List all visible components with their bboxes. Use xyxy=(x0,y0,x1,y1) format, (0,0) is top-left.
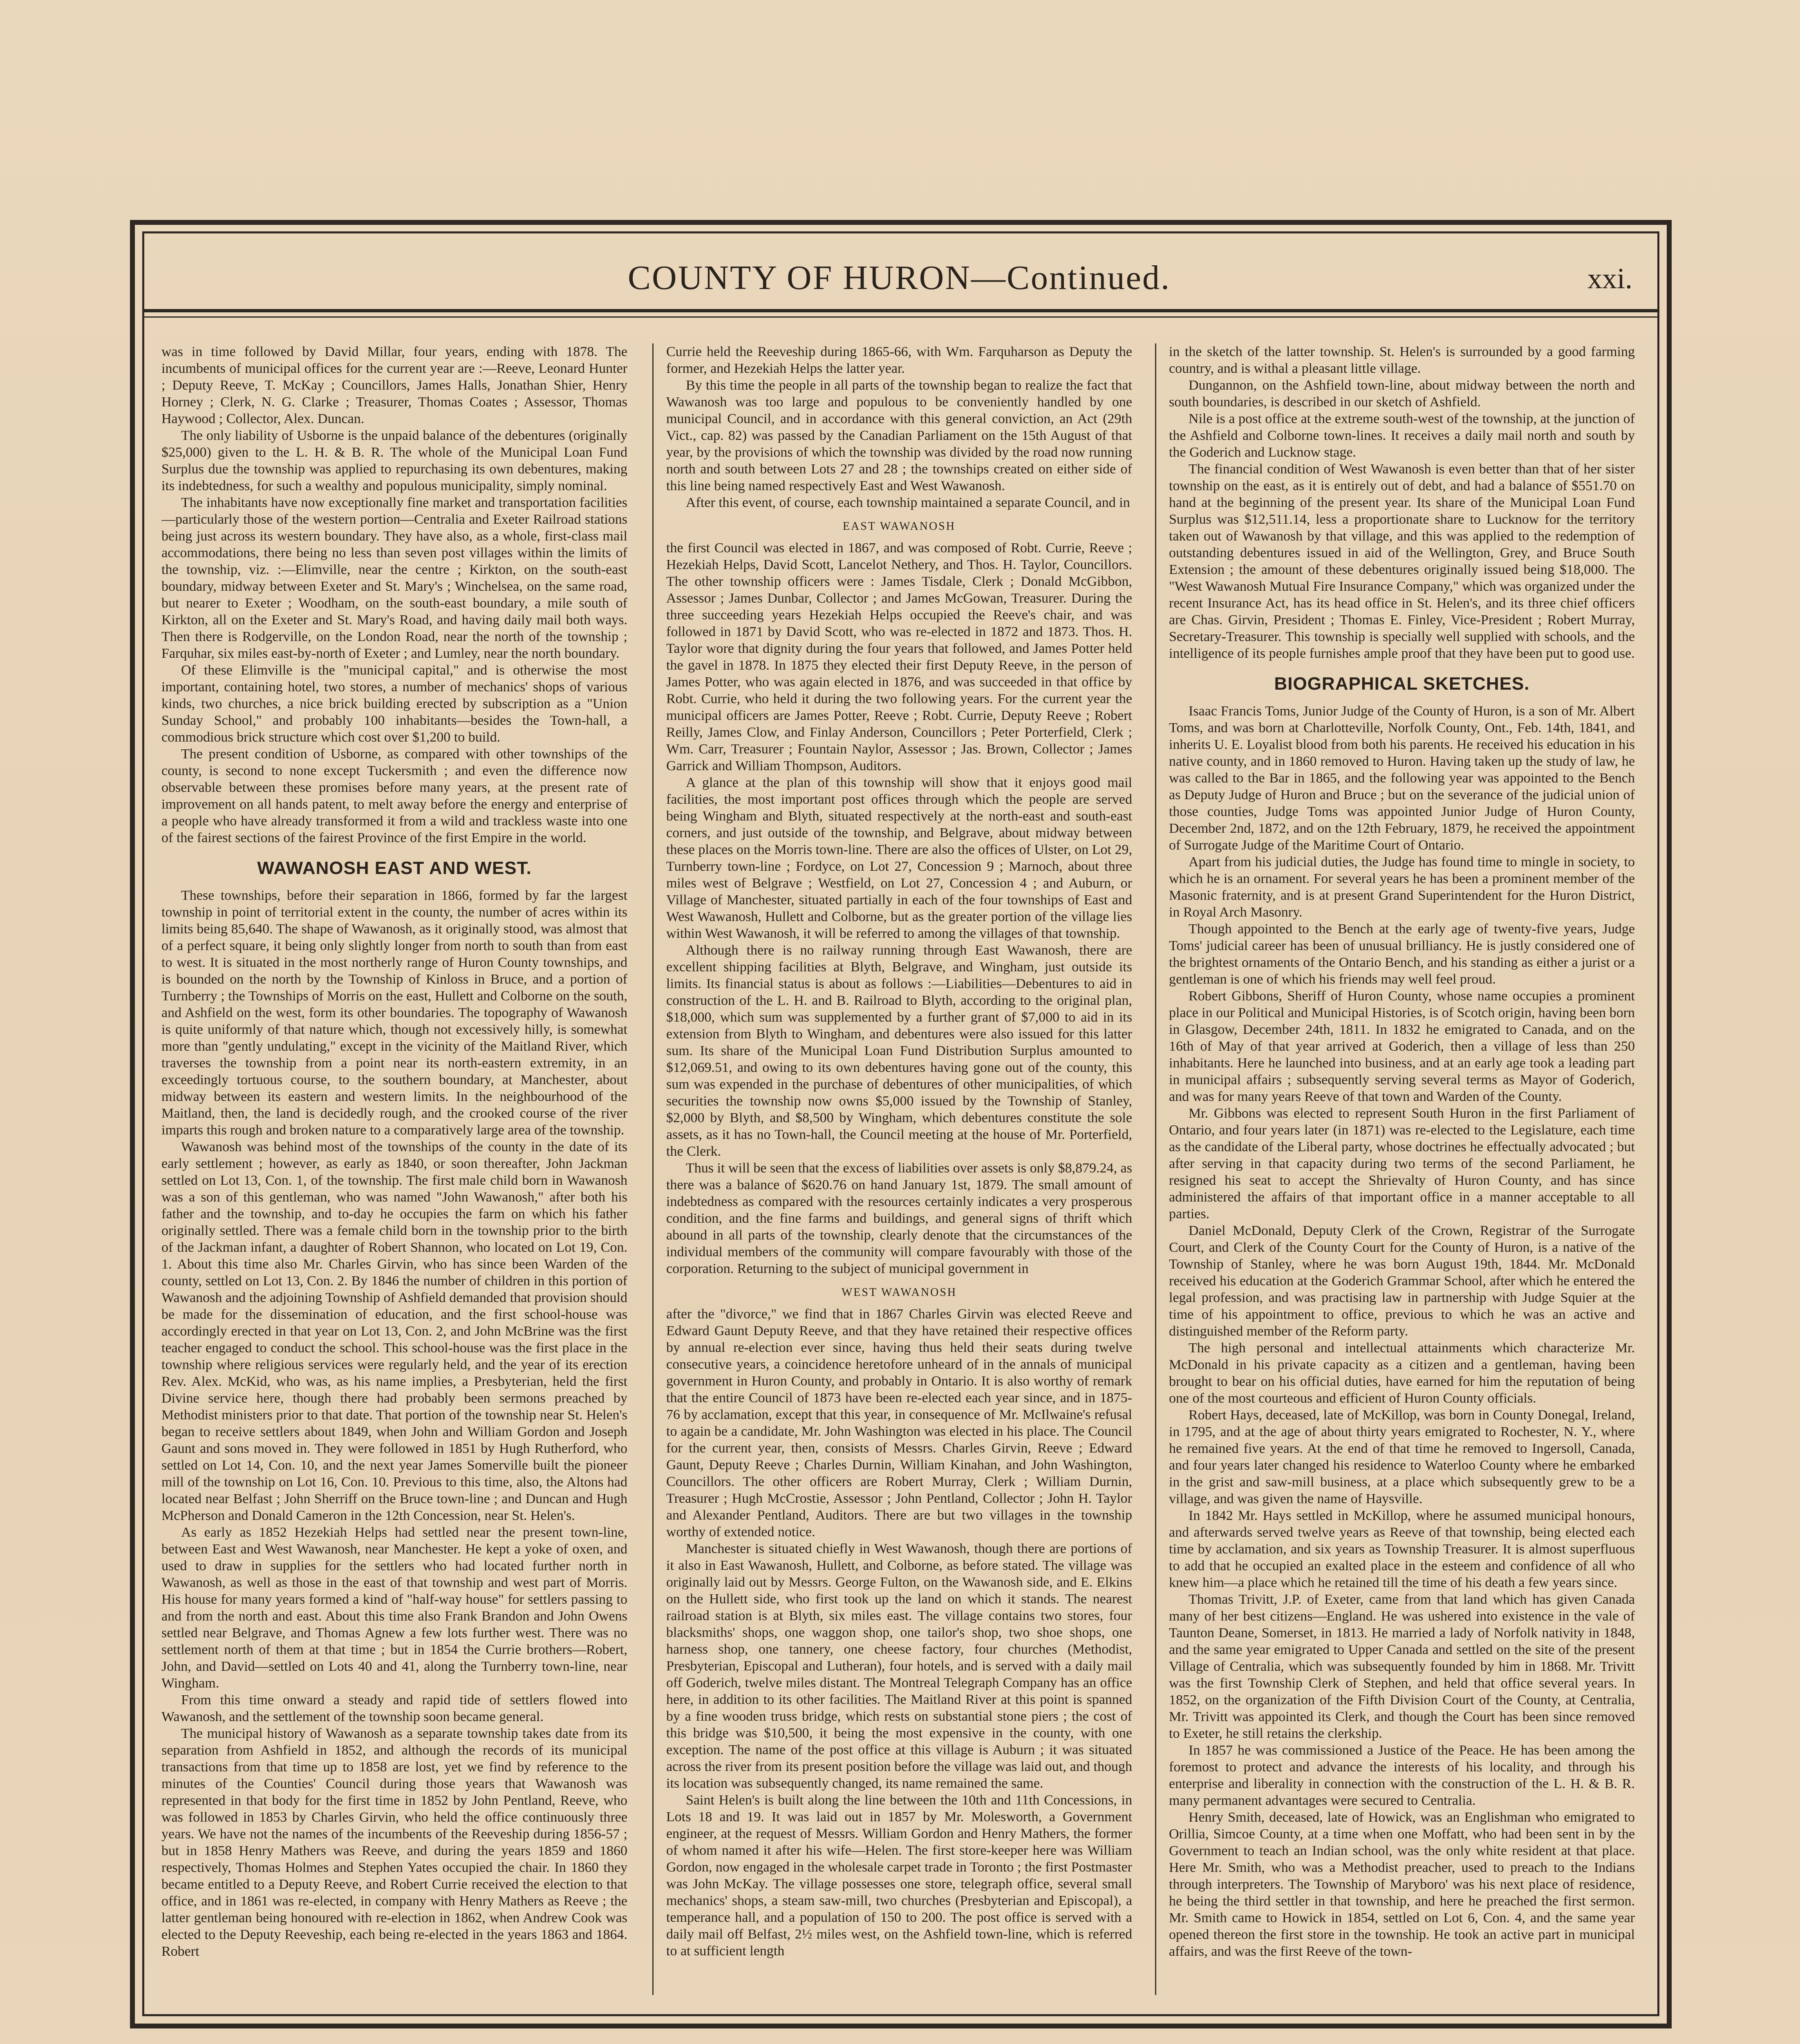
column-3 xyxy=(1169,343,1635,1995)
header-rule-thin xyxy=(142,316,1659,318)
paragraph: The present condition of Usborne, as compared with other townships of the county, is second to none except Tuckersmith ; and even the difference now observable between these promises before many years, at the present rate of improvement on all hands patent, to melt away before the energy and enterprise of a people who have already transformed it from a wild and trackless waste into one of the fairest sections of the fairest Province of the first Empire in the world. xyxy=(161,746,627,845)
paragraph: As early as 1852 Hezekiah Helps had settled near the present town-line, between East and West Wawanosh, near Manchester. He kept a yoke of oxen, and used to draw in supplies for the settlers who had located further north in Wawanosh, as well as those in the east of that township and west part of Morris. His house for many years formed a kind of "half-way house" for settlers passing to and from the north and east. About this time also Frank Brandon and John Owens settled near Belgrave, and Thomas Agnew a few lots further west. There was no settlement north of them at that time ; but in 1854 the Currie brothers—Robert, John, and David—settled on Lots 40 and 41, along the Turnberry town-line, near Wingham. xyxy=(161,1525,627,1691)
paragraph: Mr. Gibbons was elected to represent South Huron in the first Parliament of Ontario, and four years later (in 1871) was re-elected to the Legislature, each time as the candidate of the Liberal party, whose doctrines he effectually advocated ; but after serving in that capacity during two terms of the second Parliament, he resigned his seat to accept the Shrievalty of Huron County, and has since administered the affairs of that important office in a manner acceptable to all parties. xyxy=(1169,1106,1635,1221)
paragraph: in the sketch of the latter township. St. Helen's is surrounded by a good farming country, and is withal a pleasant little village. xyxy=(1169,344,1635,376)
paragraph: By this time the people in all parts of the township began to realize the fact that Wawanosh was too large and populous to be conveniently handled by one municipal Council, and in accordance with this general conviction, an Act (29th Vict., cap. 82) was passed by the Canadian Parliament on the 15th August of that year, by the provisions of which the township was divided by the road now running north and south between Lots 27 and 28 ; the townships created on either side of this line being named respectively East and West Wawanosh. xyxy=(666,378,1132,493)
paragraph: From this time onward a steady and rapid tide of settlers flowed into Wawanosh, and the settlement of the township soon became general. xyxy=(161,1692,627,1724)
paragraph: Apart from his judicial duties, the Judge has found time to mingle in society, to which he is an ornament. For several years he has been a prominent member of the Masonic fraternity, and is at present Grand Superintendent for the Huron District, in Royal Arch Masonry. xyxy=(1169,854,1635,920)
paragraph: The only liability of Usborne is the unpaid balance of the debentures (originally $25,000) given to the L. H. & B. R. The whole of the Municipal Loan Fund Surplus due the township was applied to repurchasing its own debentures, making its indebtedness, for such a wealthy and populous municipality, simply nominal. xyxy=(161,428,627,493)
paragraph: In 1857 he was commissioned a Justice of the Peace. He has been among the foremost to protect and advance the interests of his locality, and through his enterprise and liberality in connection with the construction of the L. H. & B. R. many permanent advantages were secured to Centralia. xyxy=(1169,1743,1635,1808)
column-divider xyxy=(1155,343,1156,1995)
paragraph: Thus it will be seen that the excess of liabilities over assets is only $8,879.24, as there was a balance of $620.76 on hand January 1st, 1879. The small amount of indebtedness as compared with the resources certainly indicates a very prosperous condition, and the fine farms and buildings, and general signs of thrift which abound in all parts of the township, clearly denote that the circumstances of the individual members of the community will compare favourably with those of the corporation. Returning to the subject of municipal government in xyxy=(666,1161,1132,1276)
paragraph: Although there is no railway running through East Wawanosh, there are excellent shipping facilities at Blyth, Belgrave, and Wingham, just outside its limits. Its financial status is about as follows :—Liabilities—Debentures to aid in construction of the L. H. and B. Railroad to Blyth, according to the original plan, $18,000, which sum was supplemented by a further grant of $7,000 to aid in its extension from Blyth to Wingham, and debentures were also issued for this latter sum. Its share of the Municipal Loan Fund Distribution Surplus amounted to $12,069.51, and owing to its own debentures having gone out of the county, this sum was expended in the purchase of debentures of other municipalities, of which securities the township now owns $5,000 issued by the Township of Stanley, $2,000 by Blyth, and $8,500 by Wingham, which debentures constitute the sole assets, as it has no Town-hall, the Council meeting at the house of Mr. Porterfield, the Clerk. xyxy=(666,943,1132,1159)
paragraph: These townships, before their separation in 1866, formed by far the largest township in point of territorial extent in the county, the number of acres within its limits being 85,640. The shape of Wawanosh, as it originally stood, was almost that of a perfect square, it being only slightly longer from north to south than from east to west. It is situated in the most northerly range of Huron County townships, and is bounded on the north by the Township of Kinloss in Bruce, and a portion of Turnberry ; the Townships of Morris on the east, Hullett and Colborne on the south, and Ashfield on the west, form its other boundaries. The topography of Wawanosh is quite uniformly of that nature which, though not excessively hilly, is somewhat more than "gently undulating," except in the vicinity of the Maitland River, which traverses the township from a point near its north-eastern extremity, in an exceedingly tortuous course, to the southern boundary, at Manchester, about midway between its eastern and western limits. In the neighbourhood of the Maitland, then, the land is decidedly rough, and the crooked course of the river imparts this rough and broken nature to a comparatively large area of the township. xyxy=(161,888,627,1138)
paragraph: was in time followed by David Millar, four years, ending with 1878. The incumbents of municipal offices for the current year are :—Reeve, Leonard Hunter ; Deputy Reeve, T. McKay ; Councillors, James Halls, Jonathan Shier, Henry Horney ; Clerk, N. G. Clarke ; Treasurer, Thomas Coates ; Assessor, Thomas Haywood ; Collector, Alex. Duncan. xyxy=(161,344,627,426)
paragraph: Of these Elimville is the "municipal capital," and is otherwise the most important, containing hotel, two stores, a number of mechanics' shops of various kinds, two churches, a nice brick building erected by subscription as a "Union Sunday School," and probably 100 inhabitants—besides the Town-hall, a commodious brick structure which cost over $1,200 to build. xyxy=(161,663,627,745)
paragraph: Manchester is situated chiefly in West Wawanosh, though there are portions of it also in East Wawanosh, Hullett, and Colborne, as before stated. The village was originally laid out by Messrs. George Fulton, on the Wawanosh side, and E. Elkins on the Hullett side, who first took up the land on which it stands. The nearest railroad station is at Blyth, six miles east. The village contains two stores, four blacksmiths' shops, one waggon shop, one tailor's shop, two shoe shops, one harness shop, one tannery, one cheese factory, four churches (Methodist, Presbyterian, Episcopal and Lutheran), four hotels, and is served with a daily mail off Goderich, twelve miles distant. The Montreal Telegraph Company has an office here, in addition to its other facilities. The Maitland River at this point is spanned by a fine wooden truss bridge, which rests on substantial stone piers ; the cost of this bridge was $10,500, it being the most expensive in the county, with one exception. The name of the post office at this village is Auburn ; it was situated across the river from its present position before the village was laid out, and though its location was subsequently changed, its name remained the same. xyxy=(666,1541,1132,1791)
paragraph: Though appointed to the Bench at the early age of twenty-five years, Judge Toms' judicial career has been of unusual brilliancy. He is justly considered one of the brightest ornaments of the Ontario Bench, and his standing as either a jurist or a gentleman is one of which his friends may well feel proud. xyxy=(1169,921,1635,987)
paragraph: Dungannon, on the Ashfield town-line, about midway between the north and south boundaries, is described in our sketch of Ashfield. xyxy=(1169,378,1635,410)
paragraph: Henry Smith, deceased, late of Howick, was an Englishman who emigrated to Orillia, Simcoe County, at a time when one Moffatt, who had been sent in by the Government to teach an Indian school, was the only white resident at that place. Here Mr. Smith, who was a Methodist preacher, used to preach to the Indians through interpreters. The Township of Maryboro' was his next place of residence, he being the third settler in that township, and here he preached the first sermon. Mr. Smith came to Howick in 1854, settled on Lot 6, Con. 4, and the same year opened thereon the first store in the township. He took an active part in municipal affairs, and was the first Reeve of the town- xyxy=(1169,1810,1635,1959)
column-divider xyxy=(652,343,654,1995)
paragraph: The high personal and intellectual attainments which characterize Mr. McDonald in his private capacity as a citizen and a gentleman, having been brought to bear on his official duties, have earned for him the reputation of being one of the most courteous and efficient of Huron County officials. xyxy=(1169,1340,1635,1406)
paragraph: Currie held the Reeveship during 1865-66, with Wm. Farquharson as Deputy the former, and Hezekiah Helps the latter year. xyxy=(666,344,1132,376)
paragraph: The financial condition of West Wawanosh is even better than that of her sister township on the east, as it is entirely out of debt, and had a balance of $551.70 on hand at the beginning of the present year. Its share of the Municipal Loan Fund Surplus was $12,511.14, less a proportionate share to Lucknow for the territory taken out of Wawanosh by that village, and this was applied to the redemption of outstanding debentures issued in aid of the Wellington, Grey, and Bruce South Extension ; the amount of these debentures originally issued being $18,000. The "West Wawanosh Mutual Fire Insurance Company," which was organized under the recent Insurance Act, has its head office in St. Helen's, and its three chief officers are Chas. Girvin, President ; Thomas E. Finley, Vice-President ; Robert Murray, Secretary-Treasurer. This township is specially well supplied with schools, and the intelligence of its people furnishes ample proof that they have been put to good use. xyxy=(1169,462,1635,661)
paragraph: The inhabitants have now exceptionally fine market and transportation facilities—particularly those of the western portion—Centralia and Exeter Railroad stations being just across its western boundary. They have also, as a whole, first-class mail accommodations, there being no less than seven post villages within the limits of the township, viz. :—Elimville, near the centre ; Kirkton, on the south-east boundary, midway between Exeter and St. Mary's ; Winchelsea, on the same road, but nearer to Exeter ; Woodham, on the south-east boundary, a mile south of Kirkton, all on the Exeter and St. Mary's Road, and having daily mail both ways. Then there is Rodgerville, on the London Road, near the north of the township ; Farquhar, six miles east-by-north of Exeter ; and Lumley, near the north boundary. xyxy=(161,495,627,661)
column-2 xyxy=(666,343,1132,1995)
paragraph: after the "divorce," we find that in 1867 Charles Girvin was elected Reeve and Edward Gaunt Deputy Reeve, and that they have retained their respective offices by annual re-election ever since, having thus held their seats during twelve consecutive years, a coincidence heretofore unheard of in the annals of municipal government in Huron County, and probably in Ontario. It is also worthy of remark that the entire Council of 1873 have been re-elected each year since, and in 1875-76 by acclamation, except that this year, in consequence of Mr. McIlwaine's refusal to again be a candidate, Mr. John Washington was elected in his place. The Council for the current year, then, consists of Messrs. Charles Girvin, Reeve ; Edward Gaunt, Deputy Reeve ; Charles Durnin, William Kinahan, and John Washington, Councillors. The other officers are Robert Murray, Clerk ; William Durnin, Treasurer ; Hugh McCrostie, Assessor ; John Pentland, Collector ; John H. Taylor and Alexander Pentland, Auditors. There are but two villages in the township worthy of extended notice. xyxy=(666,1307,1132,1540)
subsection-heading: EAST WAWANOSH xyxy=(842,520,956,533)
section-heading: WAWANOSH EAST AND WEST. xyxy=(257,858,532,878)
paragraph: In 1842 Mr. Hays settled in McKillop, where he assumed municipal honours, and afterwards served twelve years as Reeve of that township, being elected each time by acclamation, and six years as Township Treasurer. It is almost superfluous to add that he occupied an exalted place in the esteem and confidence of all who knew him—a place which he retained till the time of his death a few years since. xyxy=(1169,1508,1635,1590)
page-title: COUNTY OF HURON—Continued. xyxy=(628,259,1171,297)
page-number: xxi. xyxy=(1587,262,1632,295)
subsection-heading: WEST WAWANOSH xyxy=(841,1286,957,1299)
paragraph: Robert Hays, deceased, late of McKillop, was born in County Donegal, Ireland, in 1795, and at the age of about thirty years emigrated to Rochester, N. Y., where he remained five years. At the end of that time he removed to Ingersoll, Canada, and four years later changed his residence to Waterloo County where he embarked in the grist and saw-mill business, at a place which subsequently grew to be a village, and was given the name of Haysville. xyxy=(1169,1407,1635,1506)
paragraph: Saint Helen's is built along the line between the 10th and 11th Concessions, in Lots 18 and 19. It was laid out in 1857 by Mr. Molesworth, a Government engineer, at the request of Messrs. William Gordon and Henry Mathers, the former of whom named it after his wife—Helen. The first store-keeper here was William Gordon, now engaged in the wholesale carpet trade in Toronto ; the first Postmaster was John McKay. The village possesses one store, telegraph office, several small mechanics' shops, a steam saw-mill, two churches (Presbyterian and Episcopal), a temperance hall, and a population of 150 to 200. The post office is served with a daily mail off Belfast, 2½ miles west, on the Ashfield town-line, which is referred to at sufficient length xyxy=(666,1793,1132,1959)
paragraph: Thomas Trivitt, J.P. of Exeter, came from that land which has given Canada many of her best citizens—England. He was ushered into existence in the vale of Taunton Deane, Somerset, in 1813. He married a lady of Norfolk nativity in 1848, and the same year emigrated to Upper Canada and settled on the site of the present Village of Centralia, which was subsequently founded by him in 1868. Mr. Trivitt was the first Township Clerk of Stephen, and held that office several years. In 1852, on the organization of the Fifth Division Court of the County, at Centralia, Mr. Trivitt was appointed its Clerk, and though the Court has been since removed to Exeter, he still retains the clerkship. xyxy=(1169,1592,1635,1741)
paragraph: the first Council was elected in 1867, and was composed of Robt. Currie, Reeve ; Hezekiah Helps, David Scott, Lancelot Nethery, and Thos. H. Taylor, Councillors. The other township officers were : James Tisdale, Clerk ; Donald McGibbon, Assessor ; James Dunbar, Collector ; and James McGowan, Treasurer. During the three succeeding years Hezekiah Helps occupied the Reeve's chair, and was followed in 1871 by David Scott, who was re-elected in 1872 and 1873. Thos. H. Taylor wore that dignity during the four years that followed, and James Potter held the gavel in 1878. In 1875 they elected their first Deputy Reeve, in the person of James Potter, who was again elected in 1876, and was succeeded in that office by Robt. Currie, who held it during the two following years. For the current year the municipal officers are James Potter, Reeve ; Robt. Currie, Deputy Reeve ; Robert Reilly, James Clow, and Finlay Anderson, Councillors ; Peter Porterfield, Clerk ; Wm. Carr, Treasurer ; Fountain Naylor, Assessor ; Jas. Brown, Collector ; James Garrick and William Thompson, Auditors. xyxy=(666,540,1132,773)
section-heading: BIOGRAPHICAL SKETCHES. xyxy=(1274,674,1530,694)
header-rule xyxy=(142,309,1659,312)
paragraph: Wawanosh was behind most of the townships of the county in the date of its early settlement ; however, as early as 1840, or soon thereafter, John Jackman settled on Lot 13, Con. 1, of the township. The first male child born in Wawanosh was a son of this gentleman, who was named "John Wawanosh," after both his father and the township, and to-day he occupies the farm on which his father originally settled. There was a female child born in the township prior to the birth of the Jackman infant, a daughter of Robert Shannon, who located on Lot 19, Con. 1. About this time also Mr. Charles Girvin, who has since been Warden of the county, settled on Lot 13, Con. 2. By 1846 the number of children in this portion of Wawanosh and the adjoining Township of Ashfield demanded that provision should be made for the dissemination of education, and the first school-house was accordingly erected in that year on Lot 13, Con. 2, and John McBrine was the first teacher engaged to conduct the school. This school-house was the first place in the township where religious services were regularly held, and the year of its erection Rev. Alex. McKid, who was, as his name implies, a Presbyterian, held the first Divine service here, though there had probably been sermons preached by Methodist ministers prior to that date. That portion of the township near St. Helen's began to receive settlers about 1849, when John and William Gordon and Joseph Gaunt and sons moved in. They were followed in 1851 by Hugh Rutherford, who settled on Lot 14, Con. 10, and the next year James Somerville built the pioneer mill of the township on Lot 16, Con. 10. Previous to this time, also, the Altons had located near Belfast ; John Sherriff on the Bruce town-line ; and Duncan and Hugh McPherson and Donald Cameron in the 12th Concession, near St. Helen's. xyxy=(161,1139,627,1523)
paragraph: The municipal history of Wawanosh as a separate township takes date from its separation from Ashfield in 1852, and although the records of its municipal transactions from that time up to 1858 are lost, yet we find by reference to the minutes of the Counties' Council during those years that Wawanosh was represented in that body for the first time in 1852 by John Pentland, Reeve, who was followed in 1853 by Charles Girvin, who held the office continuously three years. We have not the names of the incumbents of the Reeveship during 1856-57 ; but in 1858 Henry Mathers was Reeve, and during the years 1859 and 1860 respectively, Thomas Holmes and Stephen Yates occupied the chair. In 1860 they became entitled to a Deputy Reeve, and Robert Currie received the election to that office, and in 1861 was re-elected, in company with Henry Mathers as Reeve ; the latter gentleman being honoured with re-election in 1862, when Andrew Cook was elected to the Deputy Reeveship, each being re-elected in the years 1863 and 1864. Robert xyxy=(161,1726,627,1959)
column-1 xyxy=(161,343,627,1995)
paragraph: Daniel McDonald, Deputy Clerk of the Crown, Registrar of the Surrogate Court, and Clerk of the County Court for the County of Huron, is a native of the Township of Stanley, where he was born August 19th, 1844. Mr. McDonald received his education at the Goderich Grammar School, after which he entered the legal profession, and was practising law in partnership with Judge Squier at the time of his appointment to office, previous to which he was an active and distinguished member of the Reform party. xyxy=(1169,1223,1635,1339)
paragraph: Robert Gibbons, Sheriff of Huron County, whose name occupies a prominent place in our Political and Municipal Histories, is of Scotch origin, having been born in Glasgow, December 24th, 1811. In 1832 he emigrated to Canada, and on the 16th of May of that year arrived at Goderich, then a village of less than 250 inhabitants. Here he launched into business, and at an early age took a leading part in municipal affairs ; subsequently serving several terms as Mayor of Goderich, and was for many years Reeve of that town and Warden of the County. xyxy=(1169,988,1635,1104)
paragraph: Nile is a post office at the extreme south-west of the township, at the junction of the Ashfield and Colborne town-lines. It receives a daily mail north and south by the Goderich and Lucknow stage. xyxy=(1169,411,1635,460)
paragraph: After this event, of course, each township maintained a separate Council, and in xyxy=(686,495,1130,510)
paragraph: A glance at the plan of this township will show that it enjoys good mail facilities, the most important post offices through which the people are served being Wingham and Blyth, situated respectively at the north-east and south-east corners, and just outside of the township, and Belgrave, about midway between these places on the Morris town-line. There are also the offices of Ulster, on Lot 29, Turnberry town-line ; Fordyce, on Lot 27, Concession 9 ; Marnoch, about three miles west of Belgrave ; Westfield, on Lot 27, Concession 4 ; and Auburn, or Village of Manchester, situated partially in each of the four townships of East and West Wawanosh, Hullett and Colborne, but as the greater portion of the village lies within West Wawanosh, it will be referred to among the villages of that township. xyxy=(666,775,1132,941)
paragraph: Isaac Francis Toms, Junior Judge of the County of Huron, is a son of Mr. Albert Toms, and was born at Charlotteville, Norfolk County, Ont., Feb. 14th, 1841, and inherits U. E. Loyalist blood from both his parents. He received his education in his native county, and in 1860 removed to Huron. Having taken up the study of law, he was called to the Bar in 1865, and the following year was appointed to the Bench as Deputy Judge of Huron and Bruce ; but on the severance of the judicial union of those counties, Judge Toms was appointed Junior Judge of Huron County, December 2nd, 1872, and on the 12th February, 1879, he received the appointment of Surrogate Judge of the Maritime Court of Ontario. xyxy=(1169,704,1635,853)
